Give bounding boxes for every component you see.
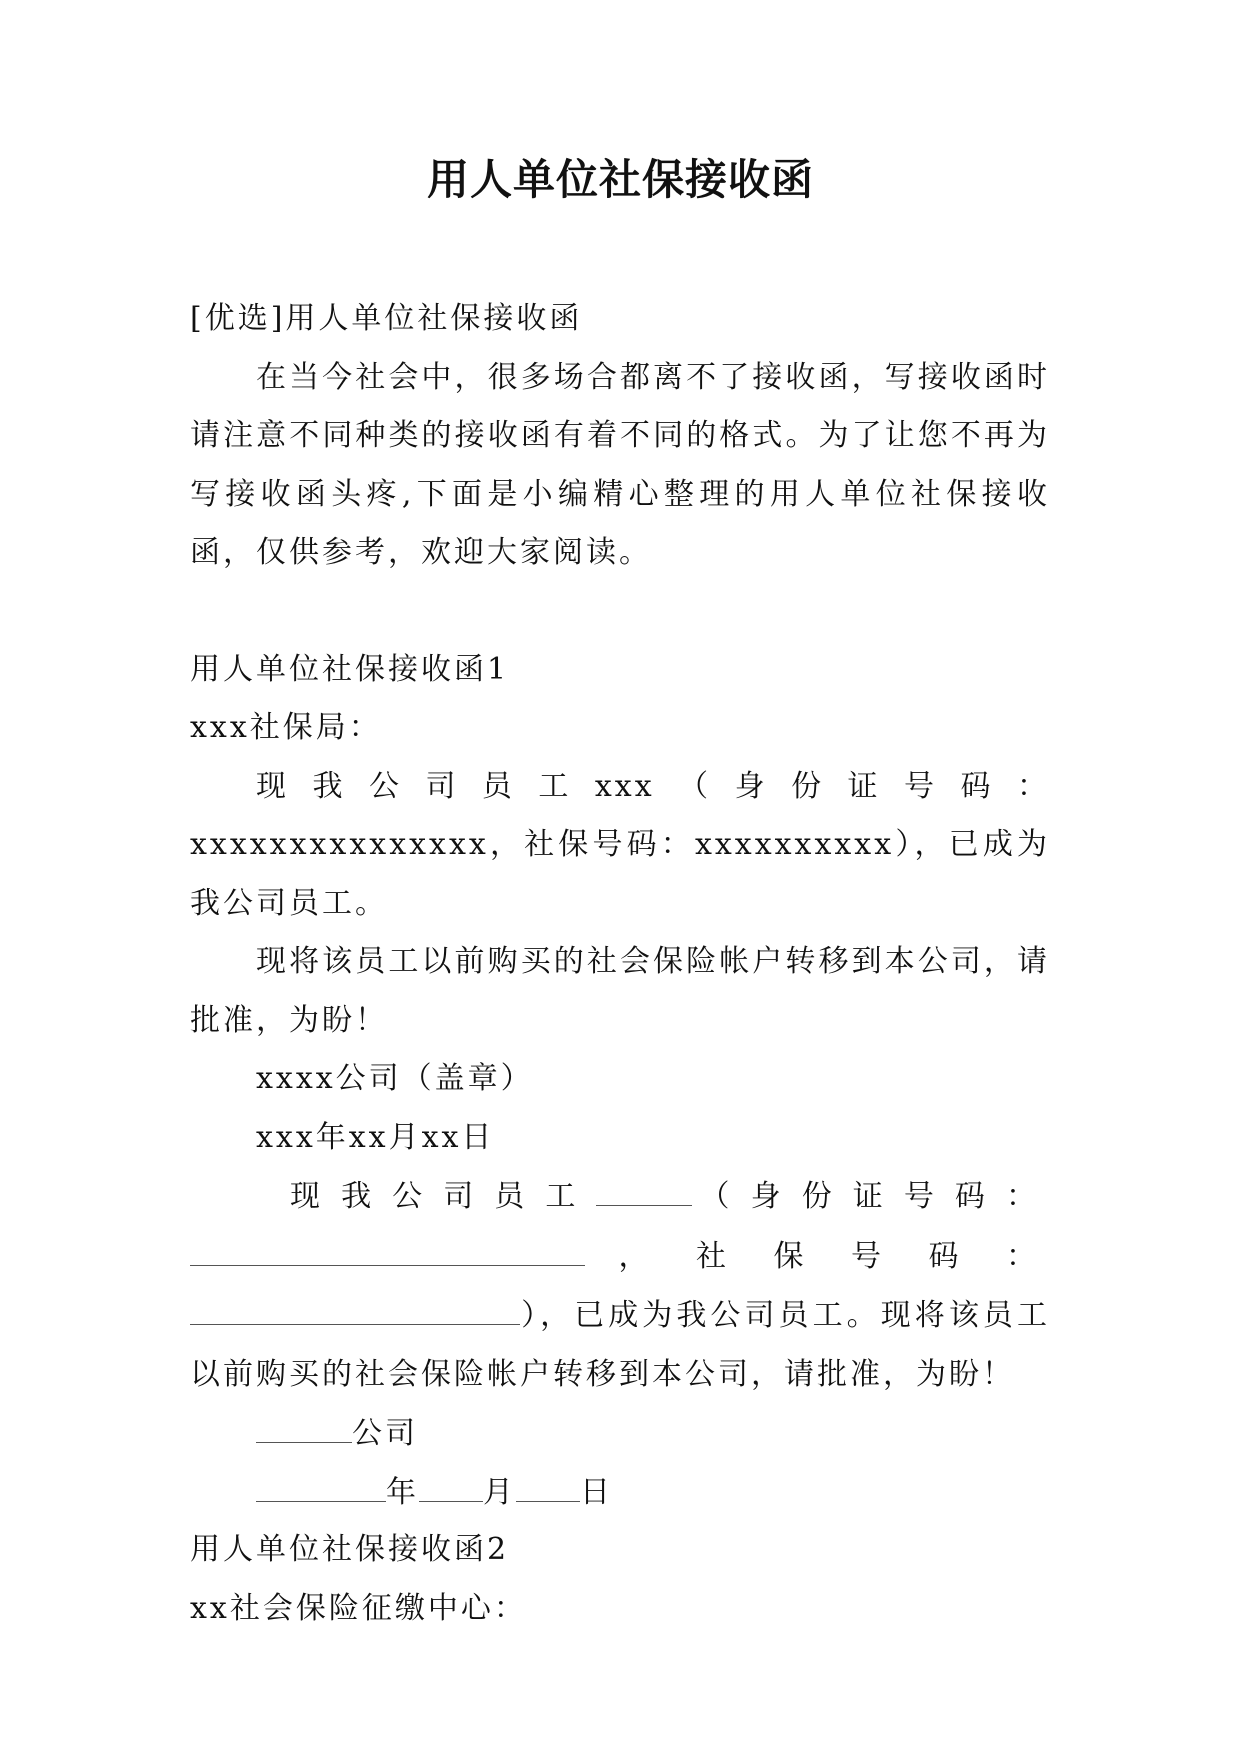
section1-template-date [190, 1463, 1050, 1522]
document-subtitle: [优选]用人单位社保接收函 [190, 301, 583, 336]
section1-paragraph-1: 现我公司员工xxx（身份证号码：xxxxxxxxxxxxxxx，社保号码：xxxxxxxxxx），已成为我公司员工。 [190, 768, 1050, 921]
document-body [190, 290, 1050, 1638]
id-number-blank [190, 1227, 585, 1266]
template-text-4: ），已成为我公司员工。现将该员工以前购买的社会保险帐户转移到本公司，请批准，为盼！ [190, 1298, 1050, 1392]
day-blank [516, 1463, 580, 1502]
section1-signature: xxxx公司（盖章） [256, 1061, 534, 1096]
section-gap [190, 583, 1050, 641]
section1-template-company [190, 1404, 1050, 1463]
company-name-blank [256, 1404, 352, 1443]
template-text-3: ，社保号码： [585, 1238, 1050, 1274]
month-blank [419, 1463, 483, 1502]
section1-heading: 用人单位社保接收函1 [190, 651, 510, 687]
intro-paragraph: 在当今社会中，很多场合都离不了接收函，写接收函时请注意不同种类的接收函有着不同的格式。为了让您不再为写接收函头疼,下面是小编精心整理的用人单位社保接收函，仅供参考，欢迎大家阅读。 [190, 359, 1050, 570]
template-company-label: 公司 [352, 1416, 418, 1451]
section1-paragraph-2: 现将该员工以前购买的社会保险帐户转移到本公司，请批准，为盼！ [190, 944, 1050, 1038]
template-text-2: （身份证号码： [692, 1179, 1051, 1214]
section2-heading: 用人单位社保接收函2 [190, 1532, 510, 1567]
document-title: 用人单位社保接收函 [426, 155, 814, 204]
section1-template-paragraph [190, 1167, 1050, 1404]
template-month-label: 月 [483, 1474, 516, 1510]
social-security-number-blank [190, 1286, 520, 1325]
section1-date: xxx年xx月xx日 [256, 1119, 495, 1155]
section2-addressee: xx社会保险征缴中心： [190, 1590, 527, 1626]
section1-addressee: xxx社保局： [190, 710, 382, 745]
employee-name-blank [596, 1167, 692, 1206]
template-year-label: 年 [386, 1474, 419, 1510]
year-blank [256, 1463, 386, 1502]
template-day-label: 日 [580, 1474, 613, 1510]
template-text-1: 现我公司员工 [290, 1179, 597, 1214]
